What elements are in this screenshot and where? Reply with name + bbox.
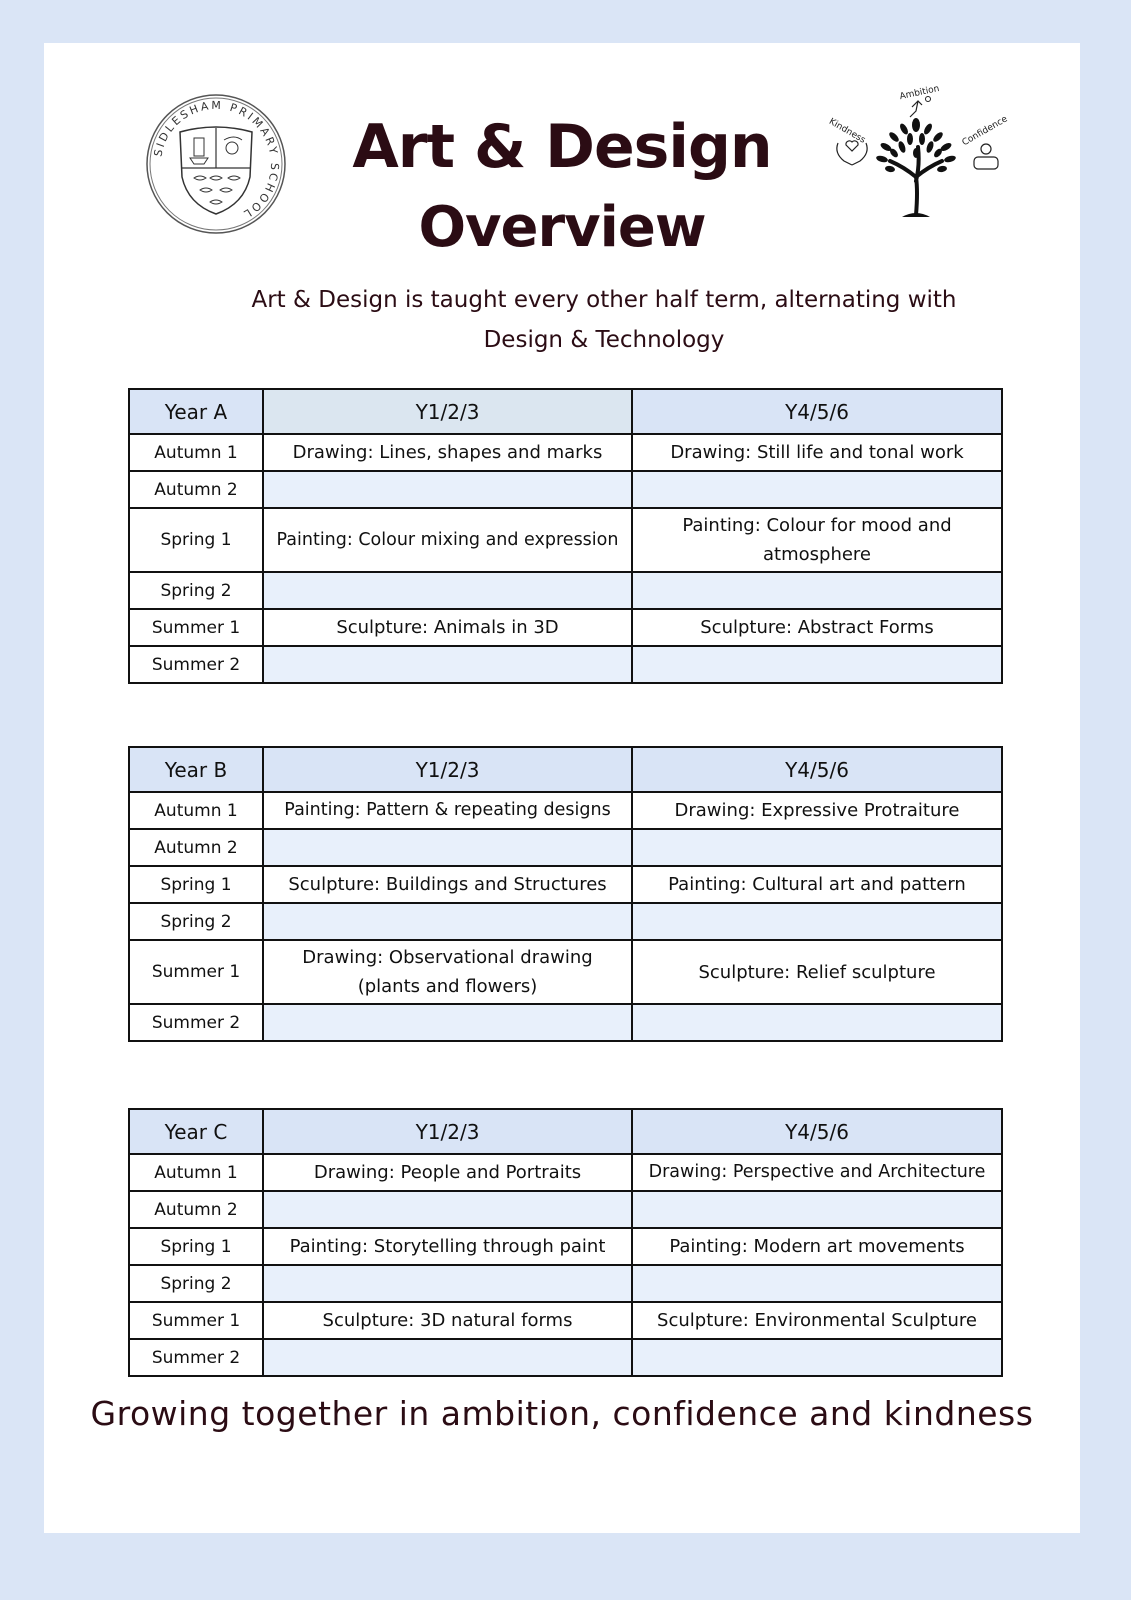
topic-cell: Drawing: Perspective and Architecture	[632, 1154, 1002, 1191]
table-row	[129, 572, 1002, 609]
empty-cell	[263, 471, 632, 508]
topic-cell: Sculpture: Animals in 3D	[263, 609, 632, 646]
table-row	[129, 792, 1002, 829]
year-label: Year B	[129, 747, 263, 792]
empty-cell	[632, 646, 1002, 683]
table-row	[129, 866, 1002, 903]
kindness-label: Kindness	[826, 116, 868, 146]
term-label: Summer 1	[129, 1302, 263, 1339]
term-label: Spring 1	[129, 1228, 263, 1265]
table-row	[129, 1228, 1002, 1265]
empty-cell	[263, 646, 632, 683]
table-row	[129, 471, 1002, 508]
table-row	[129, 1265, 1002, 1302]
term-label: Autumn 2	[129, 829, 263, 866]
term-label: Spring 2	[129, 572, 263, 609]
topic-cell: Drawing: Observational drawing (plants and flowers)	[263, 940, 632, 1004]
school-motto: Growing together in ambition, confidence and kindness	[90, 1394, 1034, 1433]
page-subtitle	[164, 280, 1044, 360]
empty-cell	[263, 1004, 632, 1041]
empty-cell	[263, 1339, 632, 1376]
page-title-line2: Overview	[418, 195, 706, 260]
empty-cell	[632, 1265, 1002, 1302]
term-label: Autumn 2	[129, 1191, 263, 1228]
term-label: Autumn 1	[129, 792, 263, 829]
term-label: Summer 1	[129, 940, 263, 1004]
column-header-y456: Y4/5/6	[632, 389, 1002, 434]
column-header-y123: Y1/2/3	[263, 1109, 632, 1154]
table-row	[129, 1154, 1002, 1191]
year-label: Year A	[129, 389, 263, 434]
topic-cell: Sculpture: Environmental Sculpture	[632, 1302, 1002, 1339]
term-label: Autumn 1	[129, 434, 263, 471]
table-row	[129, 1004, 1002, 1041]
topic-cell: Drawing: Expressive Protraiture	[632, 792, 1002, 829]
topic-cell: Drawing: Lines, shapes and marks	[263, 434, 632, 471]
table-row	[129, 1339, 1002, 1376]
year-c-table	[128, 1108, 1003, 1377]
table-header-row	[129, 389, 1002, 434]
topic-cell: Painting: Colour mixing and expression	[263, 508, 632, 572]
confidence-label: Confidence	[960, 114, 1010, 149]
year-b-table	[128, 746, 1003, 1042]
topic-cell: Painting: Cultural art and pattern	[632, 866, 1002, 903]
table-row	[129, 829, 1002, 866]
term-label: Autumn 2	[129, 471, 263, 508]
crest-ring-text: SIDLESHAM PRIMARY SCHOOL	[151, 98, 282, 222]
term-label: Summer 2	[129, 646, 263, 683]
topic-cell: Sculpture: Buildings and Structures	[263, 866, 632, 903]
empty-cell	[263, 1265, 632, 1302]
topic-cell: Painting: Modern art movements	[632, 1228, 1002, 1265]
empty-cell	[632, 903, 1002, 940]
term-label: Spring 1	[129, 508, 263, 572]
topic-cell: Sculpture: 3D natural forms	[263, 1302, 632, 1339]
overview-page	[44, 43, 1080, 1533]
empty-cell	[632, 572, 1002, 609]
table-header-row	[129, 1109, 1002, 1154]
empty-cell	[632, 1191, 1002, 1228]
page-title-line1: Art & Design	[352, 112, 772, 182]
table-row	[129, 1302, 1002, 1339]
empty-cell	[263, 829, 632, 866]
table-header-row	[129, 747, 1002, 792]
table-row	[129, 609, 1002, 646]
term-label: Summer 1	[129, 609, 263, 646]
empty-cell	[263, 572, 632, 609]
subtitle-line2: Design & Technology	[483, 327, 725, 353]
empty-cell	[632, 471, 1002, 508]
table-row	[129, 646, 1002, 683]
ambition-label: Ambition	[898, 83, 941, 103]
year-label: Year C	[129, 1109, 263, 1154]
topic-cell: Painting: Pattern & repeating designs	[263, 792, 632, 829]
table-row	[129, 1191, 1002, 1228]
table-row	[129, 903, 1002, 940]
column-header-y123: Y1/2/3	[263, 389, 632, 434]
topic-cell: Drawing: People and Portraits	[263, 1154, 632, 1191]
term-label: Spring 2	[129, 1265, 263, 1302]
topic-cell: Sculpture: Abstract Forms	[632, 609, 1002, 646]
empty-cell	[632, 1339, 1002, 1376]
empty-cell	[632, 1004, 1002, 1041]
term-label: Summer 2	[129, 1004, 263, 1041]
term-label: Spring 1	[129, 866, 263, 903]
table-row	[129, 508, 1002, 572]
topic-cell: Painting: Colour for mood and atmosphere	[632, 508, 1002, 572]
term-label: Spring 2	[129, 903, 263, 940]
topic-cell: Sculpture: Relief sculpture	[632, 940, 1002, 1004]
term-label: Autumn 1	[129, 1154, 263, 1191]
subtitle-line1: Art & Design is taught every other half term, alternating with	[251, 287, 957, 313]
table-row	[129, 940, 1002, 1004]
topic-cell: Drawing: Still life and tonal work	[632, 434, 1002, 471]
empty-cell	[263, 1191, 632, 1228]
column-header-y123: Y1/2/3	[263, 747, 632, 792]
term-label: Summer 2	[129, 1339, 263, 1376]
column-header-y456: Y4/5/6	[632, 1109, 1002, 1154]
column-header-y456: Y4/5/6	[632, 747, 1002, 792]
empty-cell	[632, 829, 1002, 866]
table-row	[129, 434, 1002, 471]
empty-cell	[263, 903, 632, 940]
year-a-table	[128, 388, 1003, 684]
topic-cell: Painting: Storytelling through paint	[263, 1228, 632, 1265]
